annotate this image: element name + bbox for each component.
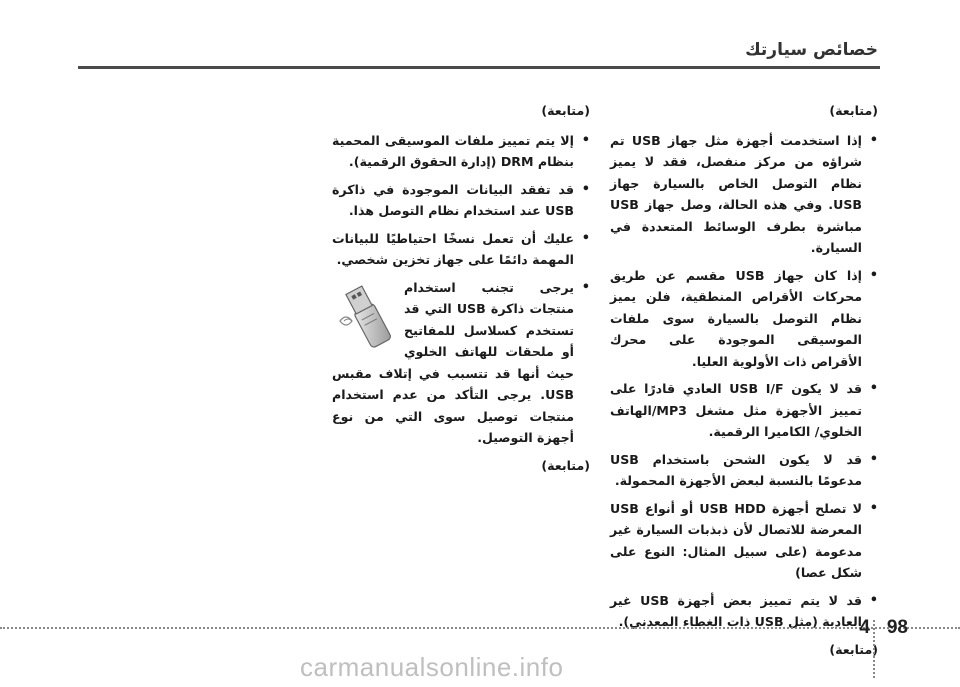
bullet-item: • إلا يتم تمييز ملفات الموسيقى المحمية بنظام DRM (إدارة الحقوق الرقمية). <box>332 130 590 173</box>
continued-label: (متابعة) <box>541 103 590 118</box>
right-column <box>610 100 878 668</box>
footer-divider <box>0 627 960 629</box>
bullet-item: • عليك أن تعمل نسخًا احتياطيًا للبيانات المهمة دائمًا على جهاز تخزين شخصي. <box>332 228 590 271</box>
bullet-item: • قد لا يكون الشحن باستخدام USB مدعومًا بالنسبة لبعض الأجهزة المحمولة. <box>610 449 878 492</box>
watermark: carmanualsonline.info <box>300 652 564 682</box>
page-number: 98 <box>886 617 908 638</box>
bullet-item: • إذا استخدمت أجهزة مثل جهاز USB تم شراؤه من مركز منفصل، فقد لا يميز نظام التوصل الخاص بالسيارة جهاز USB. وفي هذه الحالة، وصل جهاز USB مباشرة بطرف الوسائط المتعددة في السيارة. <box>610 130 878 259</box>
page-number-separator <box>873 620 876 678</box>
bullet-text: يرجى تجنب استخدام منتجات ذاكرة USB التي قد تستخدم كسلاسل للمفاتيح أو ملحقات للهاتف الخلوي حيث أنها قد تتسبب في إتلاف مقبس USB. يرجى التأكد من عدم استخدام منتجات توصيل سوى التي من نوع أجهزة التوصيل. <box>332 279 574 445</box>
left-column <box>332 100 590 484</box>
bullet-item: • إذا كان جهاز USB مقسم عن طريق محركات الأقراص المنطقية، فلن يميز نظام التوصل بالسيارة سوى ملفات الموسيقى الموجودة على محرك الأقراص ذات الأولوية العليا. <box>610 265 878 373</box>
header-rule <box>78 66 880 69</box>
bullet-item: • قد تفقد البيانات الموجودة في ذاكرة USB عند استخدام نظام التوصل هذا. <box>332 179 590 222</box>
bullet-item: • لا تصلح أجهزة USB HDD أو أنواع USB المعرضة للاتصال لأن ذبذبات السيارة غير مدعومة (على سبيل المثال: النوع على شكل عصا) <box>610 498 878 584</box>
section-title: خصائص سيارتك <box>745 40 878 60</box>
continued-label: (متابعة) <box>829 641 878 657</box>
bullet-list <box>610 130 878 633</box>
usb-flash-drive-icon <box>336 277 398 353</box>
bullet-item: • قد لا يتم تمييز بعض أجهزة USB غير العادية (مثل USB ذات الغطاء المعدني). <box>610 590 878 633</box>
bullet-item-with-figure <box>332 277 590 449</box>
bullet-list <box>332 130 590 449</box>
chapter-number: 4 <box>859 617 870 638</box>
continued-label: (متابعة) <box>541 457 590 473</box>
bullet-item: • قد لا يكون USB I/F العادي قادرًا على تمييز الأجهزة مثل مشغل MP3/الهاتف الخلوي/ الكاميرا الرقمية. <box>610 378 878 443</box>
continued-label: (متابعة) <box>829 103 878 118</box>
